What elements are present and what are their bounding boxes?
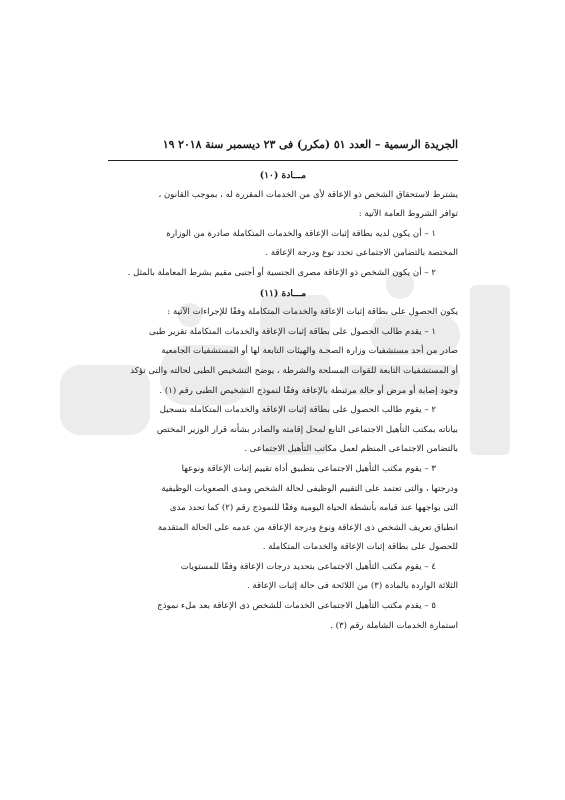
article-11-line: انطباق تعريف الشخص ذى الإعاقة ونوع ودرجة الإعاقة من عدمه على الحالة المتقدمة: [157, 522, 458, 533]
article-10-line: ١ – أن يكون لديه بطاقة إثبات الإعاقة والخدمات المتكاملة صادرة من الوزارة: [166, 228, 436, 239]
article-11-line: للحصول على بطاقة إثبات الإعاقة والخدمات المتكاملة .: [262, 542, 458, 553]
article-11-line: يكون الحصول على بطاقة إثبات الإعاقة والخدمات المتكاملة وفقًا للإجراءات الآتية :: [167, 307, 458, 318]
article-11-line: بالتضامن الاجتماعى المنظم لعمل مكاتب التأهيل الاجتماعى .: [244, 444, 458, 455]
article-11-line: التى يواجهها عند قيامه بأنشطة الحياة اليومية وفقًا للنموذج رقم (٢) كما تحدد مدى: [169, 503, 458, 514]
article-11-line: الثلاثة الواردة بالمادة (٣) من اللائحة فى حالة إثبات الإعاقة .: [246, 581, 458, 592]
article-10-title: مـــادة (١٠): [259, 170, 307, 181]
document-body: [108, 166, 458, 636]
page-header: الجريدة الرسمية – العدد ٥١ (مكرر) فى ٢٣ ديسمبر سنة ٢٠١٨ ١٩: [162, 138, 458, 151]
article-11-title: مـــادة (١١): [259, 287, 307, 299]
article-11-line: وجود إصابة أو مرض أو حالة مرتبطة بالإعاقة وفقًا لنموذج التشخيص الطبى رقم (١) .: [159, 385, 458, 396]
article-11-line: ٣ – يقوم مكتب التأهيل الاجتماعى بتطبيق أداة تقييم إثبات الإعاقة ونوعها: [181, 463, 436, 474]
article-11-line: ٤ – يقوم مكتب التأهيل الاجتماعى بتحديد درجات الإعاقة وفقًا للمستويات: [180, 561, 436, 572]
article-10-line: توافر الشروط العامة الآتية :: [358, 209, 458, 220]
article-11-line: ٢ – يقوم طالب الحصول على بطاقة إثبات الإعاقة والخدمات المتكاملة بتسجيل: [159, 405, 436, 416]
article-11-line: ٥ – يقدم مكتب التأهيل الاجتماعى الخدمات للشخص ذى الإعاقة بعد ملء نموذج: [157, 601, 436, 612]
article-10-line: المختصة بالتضامن الاجتماعى تحدد نوع ودرجة الإعاقة .: [265, 248, 458, 259]
header-divider: [108, 160, 458, 161]
article-11-line: أو المستشفيات التابعة للقوات المسلحة والشرطة ، يوضح التشخيص الطبى لحالته والتى تؤكد: [130, 365, 458, 376]
article-11-line: ودرجتها ، والتى تعتمد على التقييم الوظيفى لحالة الشخص ومدى الصعوبات الوظيفية: [161, 483, 458, 494]
article-11-line: استمارة الخدمات الشاملة رقم (٣) .: [330, 620, 458, 631]
article-11-line: بياناته بمكتب التأهيل الاجتماعى التابع لمحل إقامته والصادر بشأنه قرار الوزير المختص: [156, 424, 458, 435]
article-11-line: صادر من أحد مستشفيات وزارة الصحـة والهيئات التابعة لها أو المستشفيات الجامعية: [161, 346, 458, 357]
article-11-line: ١ – يقدم طالب الحصول على بطاقة إثبات الإعاقة والخدمات المتكاملة تقرير طبى: [149, 326, 436, 337]
article-10-line: ٢ – أن يكون الشخص ذو الإعاقة مصرى الجنسية أو أجنبى مقيم بشرط المعاملة بالمثل .: [127, 267, 436, 278]
article-10-line: يشترط لاستحقاق الشخص ذو الإعاقة لأى من الخدمات المقررة له ، بموجب القانون ،: [158, 189, 458, 200]
